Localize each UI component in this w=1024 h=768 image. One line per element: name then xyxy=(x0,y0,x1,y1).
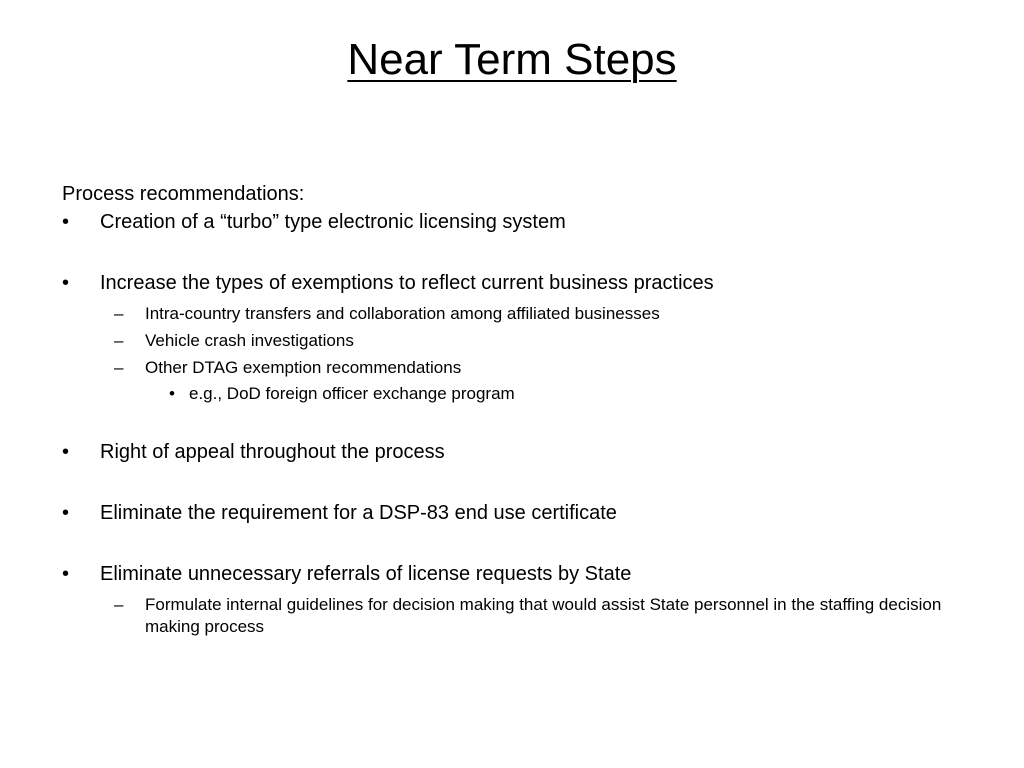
bullet-text: Eliminate the requirement for a DSP-83 end use certificate xyxy=(100,502,617,524)
bullet-item xyxy=(62,269,962,297)
bullet-icon: • xyxy=(62,272,70,294)
sub-item-text: Other DTAG exemption recommendations xyxy=(145,358,462,377)
bullet-item xyxy=(62,208,962,236)
sub-item xyxy=(62,357,962,379)
dash-icon: – xyxy=(114,304,124,323)
bullet-icon: • xyxy=(169,384,175,403)
dash-icon: – xyxy=(114,358,124,377)
bullet-icon: • xyxy=(62,502,70,524)
sub-item-text: Intra-country transfers and collaboration among affiliated businesses xyxy=(145,304,660,323)
bullet-item xyxy=(62,560,962,588)
bullet-icon: • xyxy=(62,563,70,585)
bullet-text: Right of appeal throughout the process xyxy=(100,441,445,463)
sub-list xyxy=(62,594,962,638)
bullet-text: Creation of a “turbo” type electronic licensing system xyxy=(100,211,566,233)
bullet-item xyxy=(62,499,962,527)
sub-list xyxy=(62,303,962,405)
bullet-text: Eliminate unnecessary referrals of license requests by State xyxy=(100,563,632,585)
dash-icon: – xyxy=(114,595,124,614)
bullet-icon: • xyxy=(62,441,70,463)
lead-text: Process recommendations: xyxy=(62,183,305,205)
sub-item-text: Formulate internal guidelines for decision making that would assist State personnel in the staffing decision making process xyxy=(145,595,942,636)
slide-title: Near Term Steps xyxy=(347,35,677,84)
sub-item xyxy=(62,303,962,325)
sub-sub-item-text: e.g., DoD foreign officer exchange program xyxy=(189,384,515,403)
sub-item xyxy=(62,594,962,638)
bullet-text: Increase the types of exemptions to reflect current business practices xyxy=(100,272,714,294)
slide-body xyxy=(62,180,962,638)
sub-item-text: Vehicle crash investigations xyxy=(145,331,354,350)
sub-sub-item xyxy=(62,383,962,405)
dash-icon: – xyxy=(114,331,124,350)
sub-item xyxy=(62,330,962,352)
bullet-item xyxy=(62,438,962,466)
bullet-icon: • xyxy=(62,211,70,233)
